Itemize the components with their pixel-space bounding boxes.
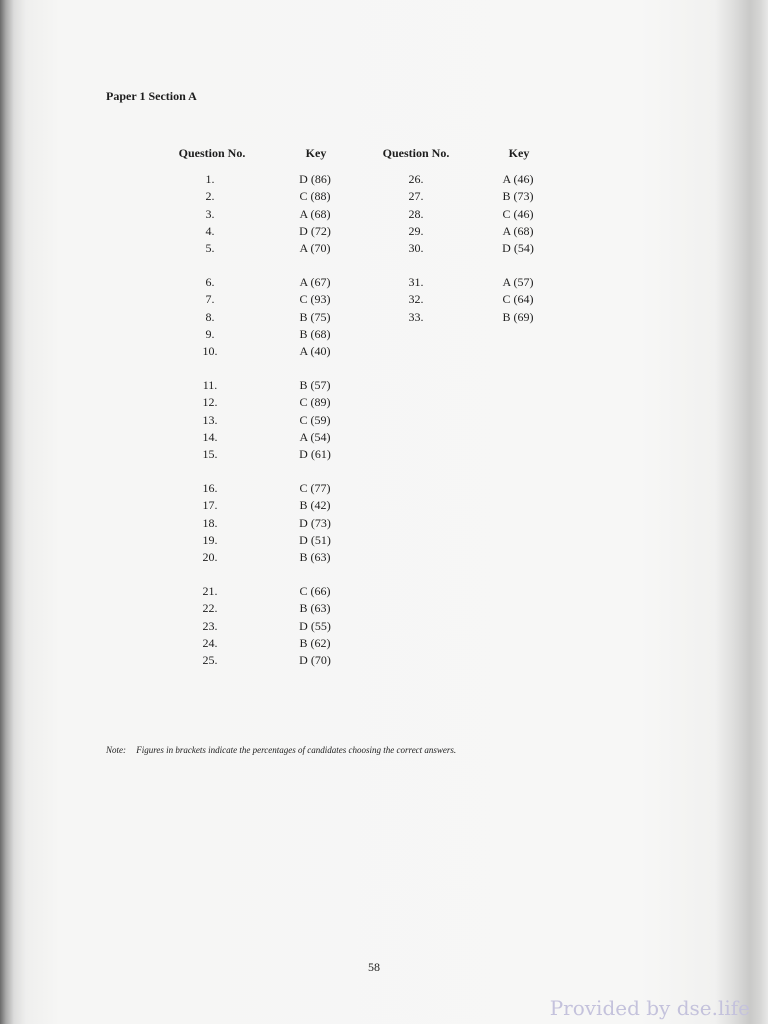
question-number: 5. (205, 241, 215, 256)
question-number: 11. (202, 378, 218, 392)
question-number: 2. (205, 189, 215, 204)
answer-key: B (42) (299, 498, 331, 513)
answer-key: D (70) (299, 653, 331, 668)
header-question-no-left: Question No. (178, 146, 246, 160)
answer-key: B (73) (502, 189, 534, 204)
question-number: 19. (202, 532, 218, 547)
footnote-text: Figures in brackets indicate the percentages of candidates choosing the correct answers. (136, 745, 457, 755)
answer-key: A (70) (299, 241, 331, 256)
question-number: 6. (205, 275, 215, 289)
question-number: 9. (205, 326, 215, 341)
question-number: 18. (202, 515, 218, 530)
watermark: Provided by dse.life (549, 996, 750, 1020)
answer-key: D (72) (299, 223, 331, 238)
answer-key: C (93) (299, 292, 331, 307)
question-number: 8. (205, 309, 215, 324)
answer-key: B (63) (299, 550, 331, 565)
question-number: 23. (202, 618, 218, 633)
answer-key: C (88) (299, 189, 331, 204)
answer-key: B (62) (299, 635, 331, 650)
answer-key: B (75) (299, 309, 331, 324)
answer-key: A (67) (299, 275, 331, 289)
question-number: 28. (408, 206, 424, 221)
answer-key: A (40) (299, 344, 331, 359)
answer-key: C (59) (299, 412, 331, 427)
question-number: 31. (408, 275, 424, 289)
footnote-label: Note: (106, 745, 126, 755)
question-number: 14. (202, 429, 218, 444)
answer-key: C (89) (299, 395, 331, 410)
answer-key: C (46) (502, 206, 534, 221)
answer-key: C (77) (299, 481, 331, 495)
question-number: 25. (202, 653, 218, 668)
answer-key: B (68) (299, 326, 331, 341)
question-number: 24. (202, 635, 218, 650)
header-key-right: Key (508, 146, 530, 160)
answer-key: C (64) (502, 292, 534, 307)
question-number: 7. (205, 292, 215, 307)
question-number: 10. (202, 344, 218, 359)
question-number: 4. (205, 223, 215, 238)
question-number: 27. (408, 189, 424, 204)
question-number: 20. (202, 550, 218, 565)
question-number: 22. (202, 601, 218, 616)
page-heading: Paper 1 Section A (106, 89, 197, 103)
question-number: 26. (408, 172, 424, 186)
answer-key: B (69) (502, 309, 534, 324)
question-number: 29. (408, 223, 424, 238)
header-question-no-right: Question No. (382, 146, 450, 160)
answer-key: A (57) (502, 275, 534, 289)
question-number: 3. (205, 206, 215, 221)
answer-key: A (54) (299, 429, 331, 444)
answer-key: D (55) (299, 618, 331, 633)
question-number: 13. (202, 412, 218, 427)
question-number: 32. (408, 292, 424, 307)
answer-key: D (51) (299, 532, 331, 547)
question-number: 16. (202, 481, 218, 495)
answer-key: D (73) (299, 515, 331, 530)
question-number: 17. (202, 498, 218, 513)
answer-key: D (86) (299, 172, 331, 186)
question-number: 1. (205, 172, 215, 186)
question-number: 30. (408, 241, 424, 256)
question-number: 12. (202, 395, 218, 410)
answer-key: B (57) (299, 378, 331, 392)
question-number: 33. (408, 309, 424, 324)
answer-key: A (68) (299, 206, 331, 221)
answer-key: D (61) (299, 447, 331, 462)
question-number: 21. (202, 584, 218, 598)
question-number: 15. (202, 447, 218, 462)
answer-key: A (46) (502, 172, 534, 186)
answer-key: B (63) (299, 601, 331, 616)
answer-key: A (68) (502, 223, 534, 238)
answer-key: D (54) (502, 241, 534, 256)
answer-key: C (66) (299, 584, 331, 598)
page-number: 58 (368, 960, 380, 974)
footnote (106, 745, 456, 755)
header-key-left: Key (305, 146, 327, 160)
